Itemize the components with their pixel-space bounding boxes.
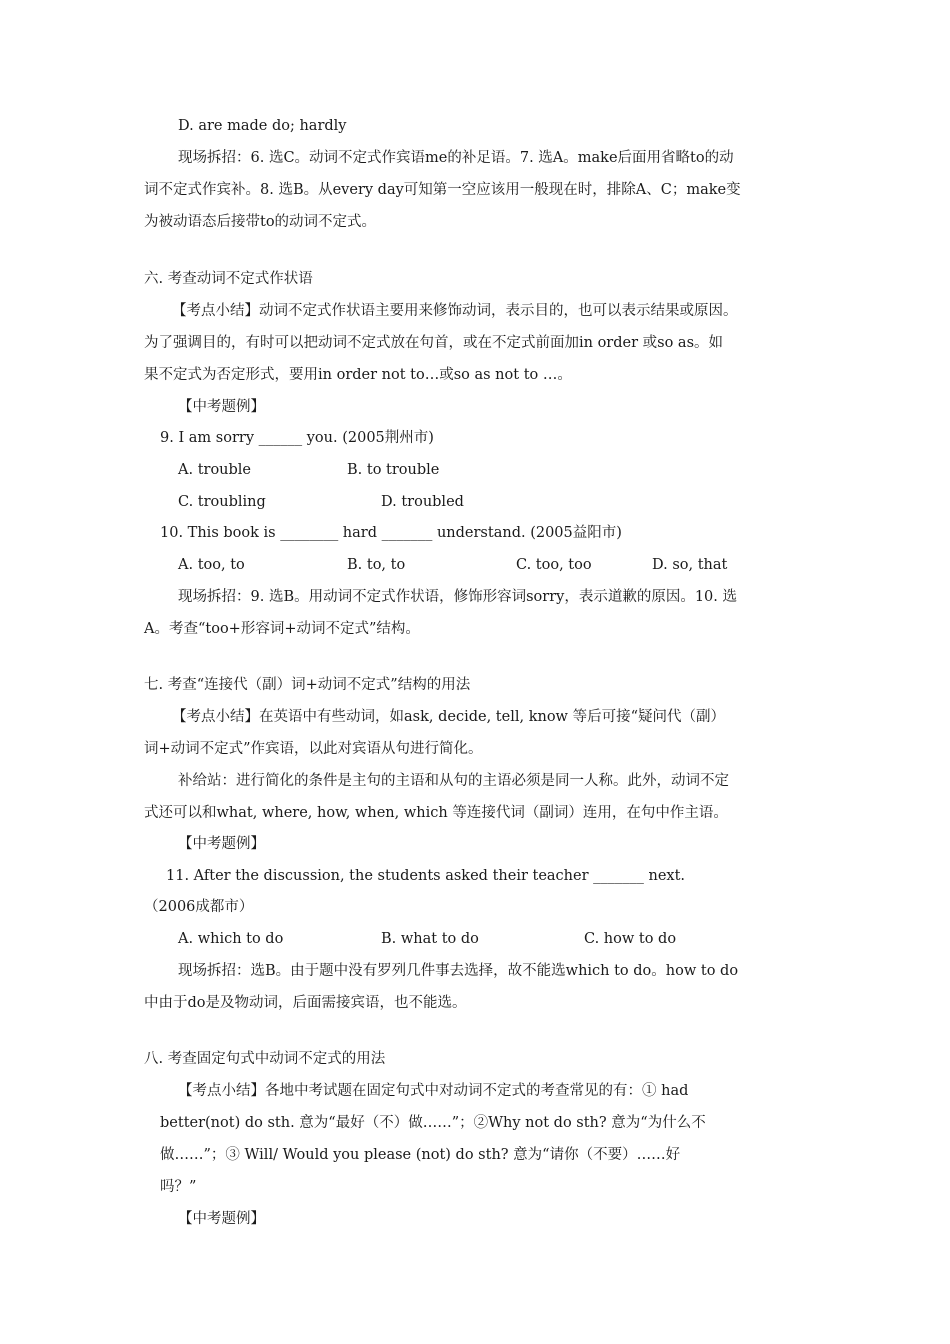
supplement-paragraph: 式还可以和what, where, how, when, which 等连接代词（副词）连用，在句中作主语。 xyxy=(144,805,728,821)
question-10: 10. This book is ________ hard _______ understand. (2005益阳市) xyxy=(160,525,622,541)
answer-analysis: 词不定式作宾补。8. 选B。从every day可知第一空应该用一般现在时，排除A、C；make变 xyxy=(144,182,741,198)
summary-paragraph: 果不定式为否定形式，要用in order not to…或so as not to …。 xyxy=(144,367,572,383)
section-heading-6: 六. 考查动词不定式作状语 xyxy=(144,271,313,287)
answer-analysis: 现场拆招：选B。由于题中没有罗列几件事去选择，故不能选which to do。how to do xyxy=(178,963,739,979)
section-heading-8: 八. 考查固定句式中动词不定式的用法 xyxy=(144,1051,386,1067)
option-c: C. how to do xyxy=(584,931,677,947)
summary-paragraph: 词+动词不定式”作宾语，以此对宾语从句进行简化。 xyxy=(144,741,483,757)
answer-analysis: 现场拆招：6. 选C。动词不定式作宾语me的补足语。7. 选A。make后面用省略to的动 xyxy=(178,150,734,166)
summary-paragraph: 【考点小结】各地中考试题在固定句式中对动词不定式的考查常见的有：① had xyxy=(178,1083,689,1099)
exam-examples-label: 【中考题例】 xyxy=(178,1211,265,1227)
option-d-line: D. are made do; hardly xyxy=(178,118,347,134)
option-d: D. so, that xyxy=(652,557,728,573)
option-b: B. to trouble xyxy=(347,462,440,478)
summary-paragraph: 做……”；③ Will/ Would you please (not) do sth? 意为“请你（不要）……好 xyxy=(160,1147,681,1163)
option-a: A. too, to xyxy=(178,557,245,573)
supplement-paragraph: 补给站：进行简化的条件是主句的主语和从句的主语必须是同一人称。此外，动词不定 xyxy=(178,773,729,789)
summary-paragraph: 为了强调目的，有时可以把动词不定式放在句首，或在不定式前面加in order 或so as。如 xyxy=(144,335,724,351)
option-c: C. troubling xyxy=(178,494,266,510)
section-heading-7: 七. 考查“连接代（副）词+动词不定式”结构的用法 xyxy=(144,677,471,693)
answer-analysis: A。考查“too+形容词+动词不定式”结构。 xyxy=(144,621,420,637)
summary-paragraph: 【考点小结】在英语中有些动词，如ask, decide, tell, know 等后可接“疑问代（副） xyxy=(172,709,725,725)
exam-examples-label: 【中考题例】 xyxy=(178,836,265,852)
question-11: 11. After the discussion, the students asked their teacher _______ next. xyxy=(166,868,686,884)
answer-analysis: 为被动语态后接带to的动词不定式。 xyxy=(144,214,377,230)
answer-analysis: 现场拆招：9. 选B。用动词不定式作状语，修饰形容词sorry，表示道歉的原因。10. 选 xyxy=(178,589,737,605)
question-9: 9. I am sorry ______ you. (2005荆州市) xyxy=(160,430,434,446)
summary-paragraph: 吗？” xyxy=(160,1179,197,1195)
question-11-source: （2006成都市） xyxy=(144,899,254,915)
option-b: B. what to do xyxy=(381,931,479,947)
option-b: B. to, to xyxy=(347,557,406,573)
exam-examples-label: 【中考题例】 xyxy=(178,399,265,415)
summary-paragraph: 【考点小结】动词不定式作状语主要用来修饰动词，表示目的，也可以表示结果或原因。 xyxy=(172,303,738,319)
option-d: D. troubled xyxy=(381,494,464,510)
summary-paragraph: better(not) do sth. 意为“最好（不）做……”；②Why not do sth? 意为“为什么不 xyxy=(160,1115,706,1131)
option-a: A. which to do xyxy=(178,931,284,947)
option-c: C. too, too xyxy=(516,557,592,573)
answer-analysis: 中由于do是及物动词，后面需接宾语，也不能选。 xyxy=(144,995,467,1011)
option-a: A. trouble xyxy=(178,462,252,478)
